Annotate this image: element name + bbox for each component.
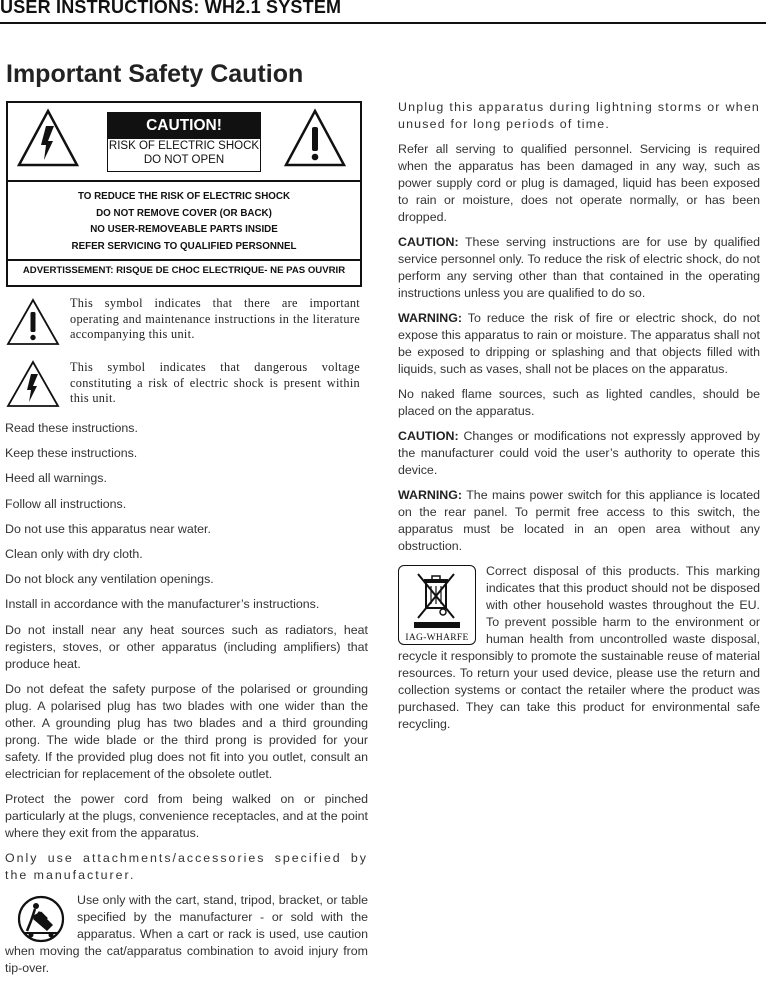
weee-bar — [414, 622, 460, 628]
cart-warning — [5, 892, 368, 977]
warning-text: To reduce the risk of fire or electric shock, do not expose this apparatus to rain or moisture. The apparatus shall not be exposed to dripping or splashing and that objects filled with liquids, such as vases, shall not be places on the apparatus. — [398, 311, 760, 376]
instruction-paragraph: Do not block any ventilation openings. — [5, 572, 214, 587]
document-header-title: USER INSTRUCTIONS: WH2.1 SYSTEM — [0, 0, 342, 17]
instruction-paragraph: Protect the power cord from being walked on or pinched particularly at the plugs, convenience receptacles, and at the point where they exit from the apparatus. — [5, 791, 368, 840]
cart-tipover-icon — [17, 895, 65, 943]
right-column — [398, 99, 760, 733]
warning-label-text: WARNING: — [398, 488, 463, 502]
instruction-paragraph: Follow all instructions. — [5, 496, 127, 511]
page-title: Important Safety Caution — [6, 60, 304, 88]
caution-line: NO USER-REMOVEABLE PARTS INSIDE — [90, 224, 278, 235]
caution-text: These serving instructions are for use by qualified service personnel only. To reduce the risk of electric shock, do not perform any serving other than that contained in the operating instructions unless you are qualified to do so. — [398, 235, 760, 300]
instruction-paragraph: Clean only with dry cloth. — [5, 546, 143, 561]
instruction-paragraph: Refer all serving to qualified personnel. Servicing is required when the apparatus has been damaged in any way, such as power supply cord or plug is damaged, liquid has been exposed to rain or moisture, does not operate normally, or has been dropped. — [398, 142, 760, 224]
instruction-paragraph: Do not use this apparatus near water. — [5, 521, 211, 536]
exclamation-symbol-note — [6, 296, 361, 348]
caution-label-text: CAUTION: — [398, 235, 459, 249]
instruction-paragraph: Only use attachments/accessories specified by the manufacturer. — [5, 850, 368, 882]
caution-line: TO REDUCE THE RISK OF ELECTRIC SHOCK — [77, 191, 291, 202]
caution-label-line-1: RISK OF ELECTRIC SHOCK — [108, 140, 260, 152]
instruction-paragraph: Do not defeat the safety purpose of the polarised or grounding plug. A polarised plug has two blades with one wider than the other. A grounding plug has two blades and a third grounding prong. The wide blade or the third prong is provided for your safety. If the provided plug does not fit into you outlet, consult an electrician for replacement of the obsolete outlet. — [5, 681, 368, 781]
caution-text: Changes or modifications not expressly approved by the manufacturer could void the user’s authority to operate this device. — [398, 429, 760, 477]
warning-paragraph — [398, 310, 760, 378]
caution-label-line-2: DO NOT OPEN — [143, 154, 225, 166]
warning-text: The mains power switch for this appliance is located on the rear panel. To permit free access to this switch, the apparatus must be located in an open area without any obstruction. — [398, 488, 760, 553]
lightning-warning-icon — [16, 108, 80, 168]
weee-brand-text: IAG-WHARFE — [405, 633, 469, 643]
caution-paragraph — [398, 428, 760, 479]
caution-paragraph — [398, 234, 760, 302]
weee-disposal-text: Correct disposal of this products. This marking indicates that this product should not be disposed with other household wastes throughout the EU. To prevent possible harm to the environment or human health from uncontrolled waste disposal, recycle it responsibly to promote the sustainable reuse of material resources. To return your used device, please use the return and collection systems or contact the retailer where the product was purchased. They can take this product for environmental safe recycling. — [398, 564, 760, 731]
caution-line: DO NOT REMOVE COVER (OR BACK) — [96, 207, 272, 219]
cart-warning-text: Use only with the cart, stand, tripod, bracket, or table specified by the manufacturer - or sold with the apparatus. When a cart or rack is used, use caution when moving the cat/apparatus combination to avoid injury from tip-over. — [5, 892, 368, 975]
caution-label-box — [6, 101, 362, 287]
instruction-paragraph: Read these instructions. — [5, 421, 138, 435]
caution-line: REFER SERVICING TO QUALIFIED PERSONNEL — [71, 240, 297, 252]
warning-label-text: WARNING: — [398, 311, 463, 325]
exclamation-warning-icon — [283, 108, 347, 168]
caution-label-top-row — [8, 103, 360, 180]
crossed-bin-icon — [414, 570, 460, 622]
warning-paragraph — [398, 487, 760, 555]
caution-french-warning: ADVERTISSEMENT: RISQUE DE CHOC ELECTRIQUE- NE PAS OUVRIR — [22, 265, 346, 276]
instruction-paragraph: Do not install near any heat sources such as radiators, heat registers, stoves, or other apparatus (including amplifiers) that produce heat. — [5, 622, 368, 671]
caution-instructions — [8, 189, 360, 255]
weee-disposal-note — [398, 563, 760, 733]
lightning-symbol-text: This symbol indicates that dangerous voltage constituting a risk of electric shock is present within this unit. — [70, 360, 360, 405]
lightning-symbol-note — [6, 360, 361, 410]
exclamation-symbol-text: This symbol indicates that there are important operating and maintenance instructions in the literature accompanying this unit. — [70, 296, 360, 341]
weee-logo — [398, 565, 476, 645]
caution-box-divider — [8, 259, 360, 261]
instruction-paragraph: Unplug this apparatus during lightning storms or when unused for long periods of time. — [398, 100, 760, 131]
instruction-paragraph: Install in accordance with the manufacturer’s instructions. — [5, 597, 320, 612]
caution-box-divider — [8, 180, 360, 182]
instruction-paragraph: Keep these instructions. — [5, 446, 138, 461]
caution-label-text: CAUTION: — [398, 429, 459, 443]
header-rule — [0, 22, 766, 24]
instruction-paragraph: Heed all warnings. — [5, 471, 107, 486]
caution-label — [107, 112, 261, 172]
exclamation-triangle-icon — [6, 298, 60, 346]
lightning-triangle-icon — [6, 360, 60, 408]
caution-label-heading: CAUTION! — [108, 113, 260, 139]
left-column — [5, 420, 368, 977]
instruction-paragraph: No naked flame sources, such as lighted candles, should be placed on the apparatus. — [398, 387, 760, 418]
